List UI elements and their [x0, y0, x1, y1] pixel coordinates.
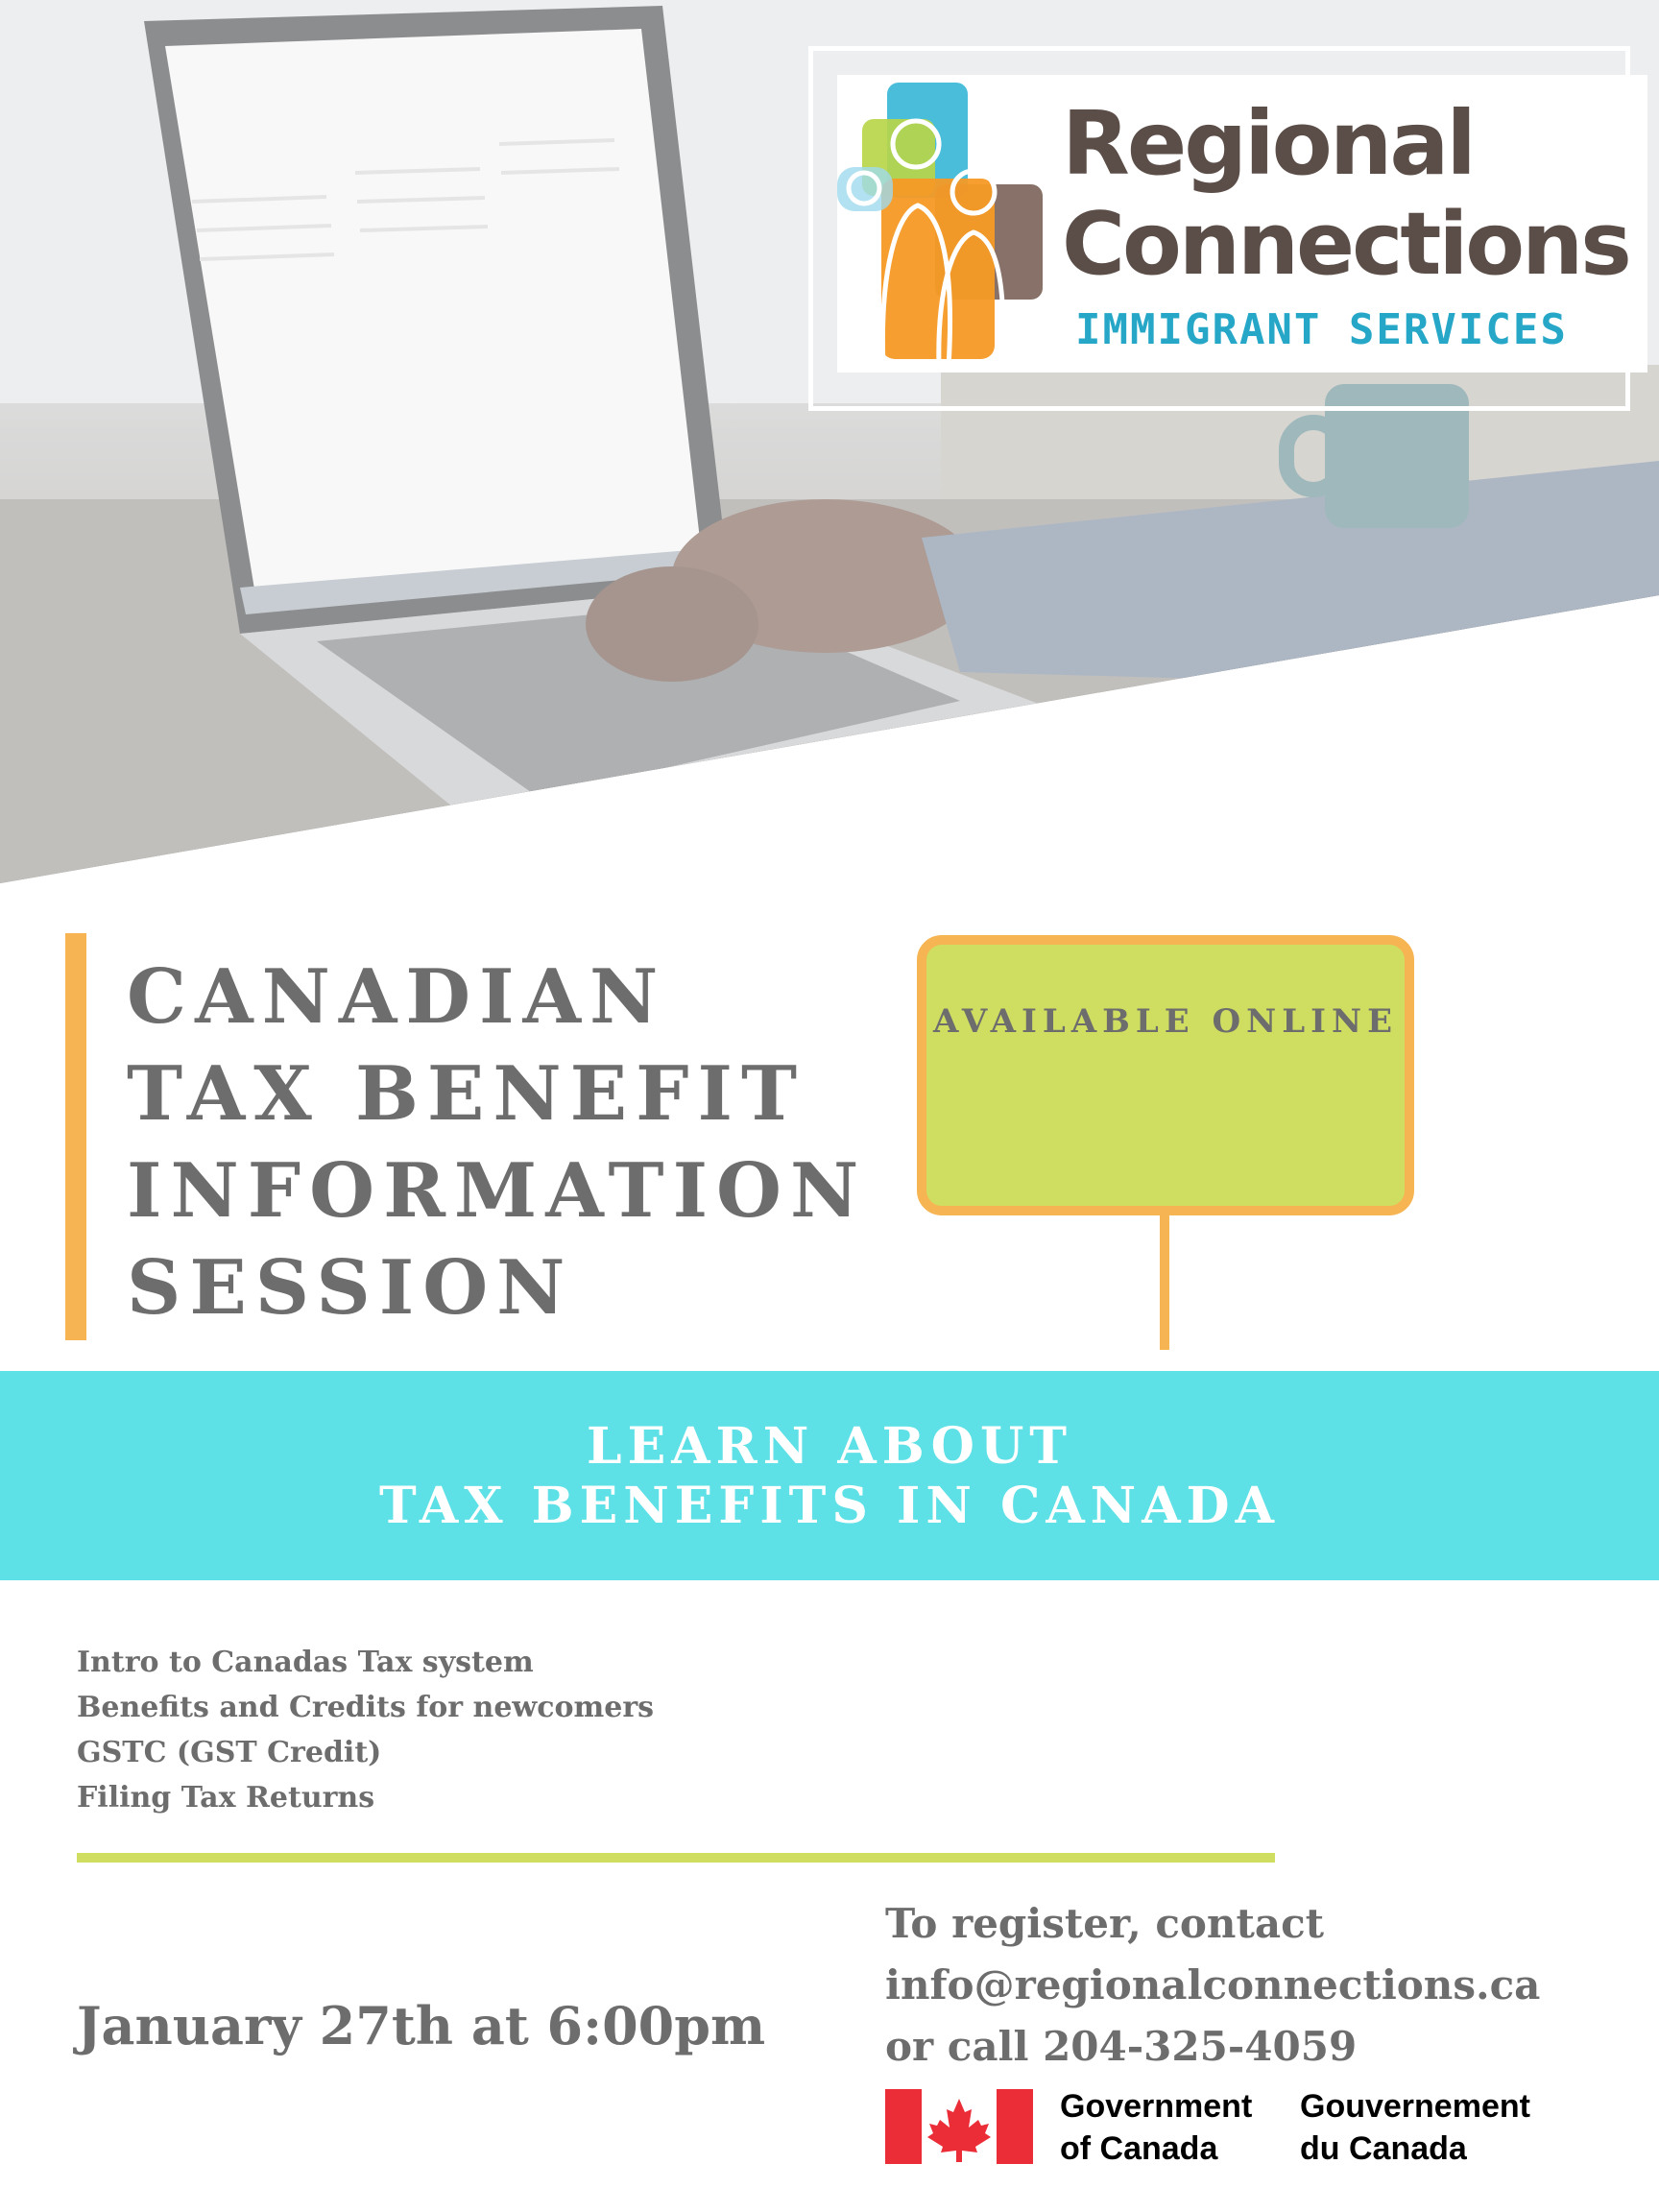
list-item: Benefits and Credits for newcomers: [77, 1691, 655, 1724]
available-online-sign: [917, 935, 1414, 1215]
topics-list: [77, 1640, 654, 1820]
sign-text: AVAILABLE ONLINE: [932, 1002, 1399, 1041]
learn-about-banner: [0, 1371, 1659, 1580]
event-date: January 27th at 6:00pm: [77, 1995, 766, 2056]
title-line: CANADIAN: [127, 953, 667, 1041]
logo-text-regional: Regional: [1062, 92, 1474, 195]
contact-phone-text: or call 204-325-4059: [885, 2023, 1358, 2070]
list-item: GSTC (GST Credit): [77, 1736, 382, 1769]
logo-text-connections: Connections: [1062, 194, 1629, 295]
title-line: TAX BENEFIT: [127, 1050, 806, 1138]
contact-email-link[interactable]: info@regionalconnections.ca: [885, 1961, 1541, 2008]
title-line: INFORMATION: [127, 1147, 868, 1235]
people-logo-icon: [837, 79, 1058, 367]
contact-register-text: To register, contact: [885, 1900, 1325, 1947]
title-line: SESSION: [127, 1244, 574, 1332]
canada-flag-icon: [885, 2089, 1033, 2164]
gc-fr-line: Gouvernement: [1300, 2088, 1530, 2125]
title-accent-bar: [65, 933, 86, 1340]
government-of-canada-fr: [1300, 2085, 1530, 2170]
list-item: Filing Tax Returns: [77, 1781, 375, 1815]
banner-line: LEARN ABOUT: [587, 1417, 1072, 1476]
government-of-canada-en: [1060, 2085, 1252, 2170]
banner-text: [0, 1417, 1659, 1536]
list-item: Intro to Canadas Tax system: [77, 1646, 534, 1679]
sign-post: [1160, 1214, 1169, 1350]
event-title: [127, 949, 867, 1336]
section-divider: [77, 1853, 1275, 1863]
banner-line: TAX BENEFITS IN CANADA: [379, 1477, 1280, 1535]
gc-fr-line: du Canada: [1300, 2130, 1467, 2167]
regional-connections-logo: [837, 75, 1647, 373]
logo-text-immigrant-services: IMMIGRANT SERVICES: [1075, 305, 1568, 354]
contact-info: [885, 1893, 1540, 2078]
gc-en-line: Government: [1060, 2088, 1253, 2125]
gc-en-line: of Canada: [1060, 2130, 1218, 2167]
